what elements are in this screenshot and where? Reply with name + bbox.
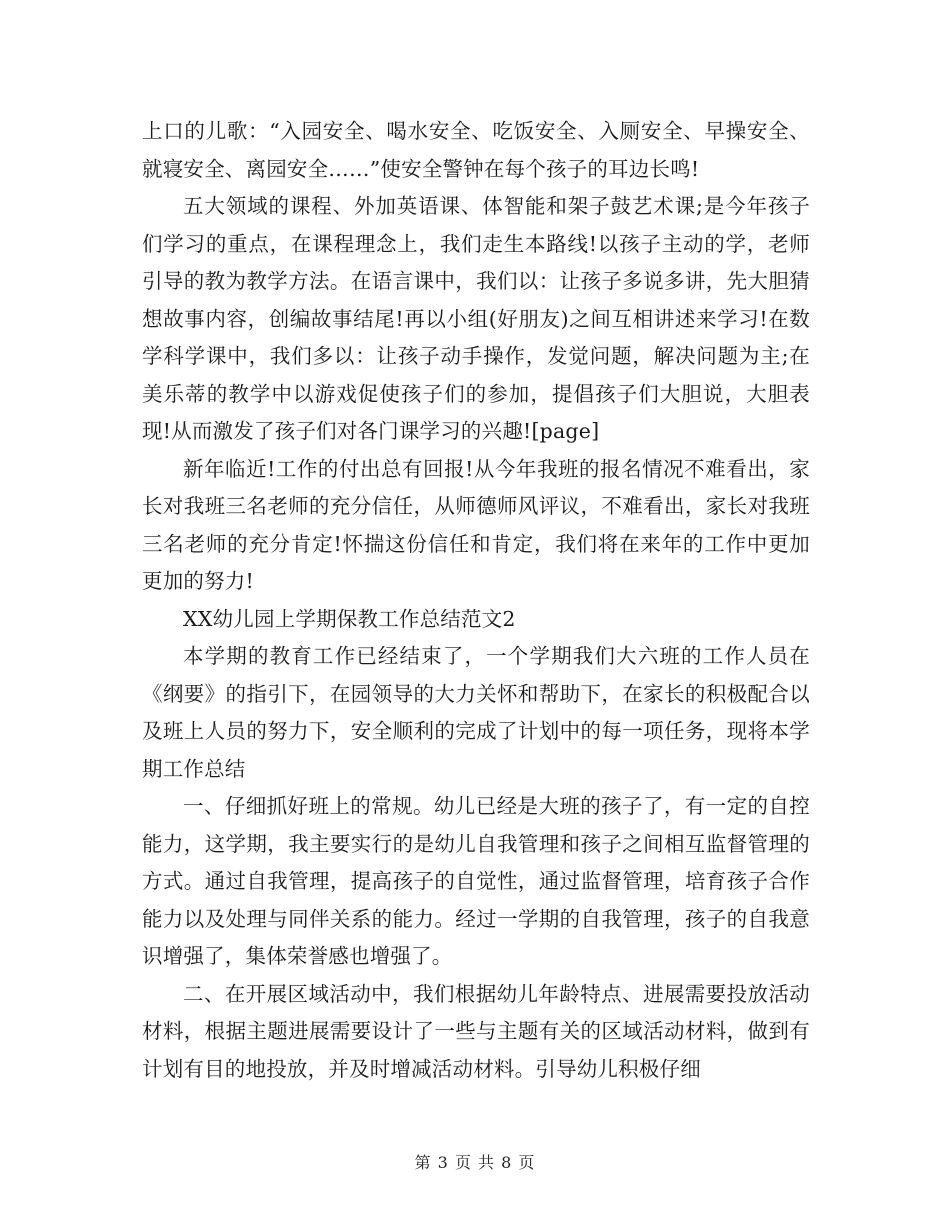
section-heading: XX幼儿园上学期保教工作总结范文2	[183, 606, 516, 631]
page-number-footer: 第 3 页 共 8 页	[414, 1153, 536, 1172]
paragraph-1: 上口的儿歌：“入园安全、喝水安全、吃饭安全、入厕安全、早操安全、就寝安全、离园安全……”使安全警钟在每个孩子的耳边长鸣!	[142, 119, 810, 181]
paragraph-6: 一、仔细抓好班上的常规。幼儿已经是大班的孩子了，有一定的自控能力，这学期，我主要实行的是幼儿自我管理和孩子之间相互监督管理的方式。通过自我管理，提高孩子的自觉性，通过监督管理，培育孩子合作能力以及处理与同伴关系的能力。经过一学期的自我管理，孩子的自我意识增强了，集体荣誉感也增强了。	[142, 794, 810, 968]
paragraph-5: 本学期的教育工作已经结束了，一个学期我们大六班的工作人员在《纲要》的指引下，在园领导的大力关怀和帮助下，在家长的积极配合以及班上人员的努力下，安全顺利的完成了计划中的每一项任务，现将本学期工作总结	[142, 644, 810, 781]
paragraph-2: 五大领域的课程、外加英语课、体智能和架子鼓艺术课;是今年孩子们学习的重点，在课程理念上，我们走生本路线!以孩子主动的学，老师引导的教为教学方法。在语言课中，我们以：让孩子多说多讲，先大胆猜想故事内容，创编故事结尾!再以小组(好朋友)之间互相讲述来学习!在数学科学课中，我们多以：让孩子动手操作，发觉问题，解决问题为主;在美乐蒂的教学中以游戏促使孩子们的参加，提倡孩子们大胆说，大胆表现!从而激发了孩子们对各门课学习的兴趣![page]	[142, 194, 810, 443]
document-body	[142, 113, 810, 1088]
paragraph-3: 新年临近!工作的付出总有回报!从今年我班的报名情况不难看出，家长对我班三名老师的充分信任，从师德师风评议，不难看出，家长对我班三名老师的充分肯定!怀揣这份信任和肯定，我们将在来年的工作中更加更加的努力!	[142, 456, 810, 593]
paragraph-7: 二、在开展区域活动中，我们根据幼儿年龄特点、进展需要投放活动材料，根据主题进展需要设计了一些与主题有关的区域活动材料，做到有计划有目的地投放，并及时增减活动材料。引导幼儿积极仔细	[142, 981, 810, 1081]
